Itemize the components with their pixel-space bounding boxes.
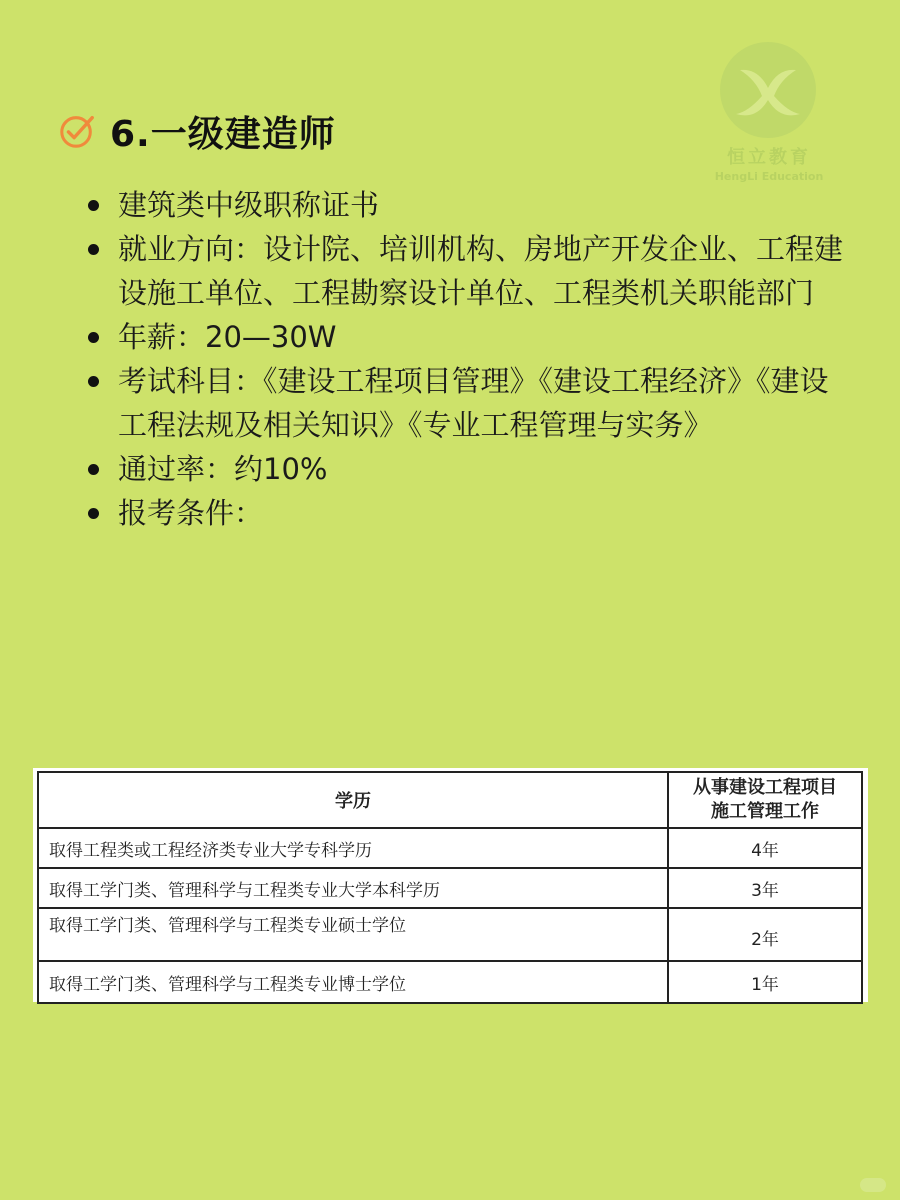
- check-circle-icon: [58, 112, 96, 150]
- table-header-row: [38, 772, 862, 828]
- header-years-line1: 从事建设工程项目: [693, 777, 837, 798]
- brand-watermark: [712, 40, 832, 190]
- requirements-table-card: [33, 768, 868, 1002]
- bullet-dot-icon: [88, 332, 99, 343]
- cell-education: 取得工学门类、管理科学与工程类专业博士学位: [38, 961, 668, 1003]
- brand-name-en: HengLi Education: [714, 170, 824, 183]
- info-list: [84, 183, 854, 535]
- header-years: [668, 772, 862, 828]
- bullet-dot-icon: [88, 376, 99, 387]
- bullet-dot-icon: [88, 508, 99, 519]
- header-education: 学历: [38, 772, 668, 828]
- table-row: [38, 828, 862, 868]
- list-item-text: 就业方向：设计院、培训机构、房地产开发企业、工程建设施工单位、工程勘察设计单位、工程类机关职能部门: [118, 232, 844, 310]
- list-item-text: 报考条件：: [118, 496, 264, 530]
- bullet-dot-icon: [88, 244, 99, 255]
- page-title: 6.一级建造师: [110, 113, 336, 155]
- list-item: [84, 183, 854, 227]
- table-row: [38, 868, 862, 908]
- table-row: [38, 908, 862, 961]
- brand-name-cn: 恒立教育: [727, 147, 811, 168]
- requirements-table: [37, 771, 863, 1004]
- brand-logo-icon: [718, 40, 818, 140]
- cell-education: 取得工学门类、管理科学与工程类专业大学本科学历: [38, 868, 668, 908]
- bullet-dot-icon: [88, 200, 99, 211]
- list-item-text: 年薪：20—30W: [118, 320, 337, 354]
- cell-years: 4年: [668, 828, 862, 868]
- section-heading: [58, 106, 336, 156]
- bullet-dot-icon: [88, 464, 99, 475]
- header-years-line2: 施工管理工作: [711, 801, 819, 822]
- list-item-text: 考试科目：《建设工程项目管理》《建设工程经济》《建设工程法规及相关知识》《专业工程管理与实务》: [118, 364, 829, 442]
- list-item-text: 通过率：约10%: [118, 452, 328, 486]
- cell-education: 取得工程类或工程经济类专业大学专科学历: [38, 828, 668, 868]
- cell-education: 取得工学门类、管理科学与工程类专业硕士学位: [38, 908, 668, 961]
- table-row: [38, 961, 862, 1003]
- cell-years: 3年: [668, 868, 862, 908]
- list-item: [84, 359, 854, 447]
- list-item: [84, 227, 854, 315]
- cell-years: 1年: [668, 961, 862, 1003]
- list-item: [84, 315, 854, 359]
- list-item: [84, 447, 854, 491]
- corner-badge-icon: [860, 1178, 886, 1192]
- cell-years: 2年: [668, 908, 862, 961]
- list-item: [84, 491, 854, 535]
- list-item-text: 建筑类中级职称证书: [118, 188, 380, 222]
